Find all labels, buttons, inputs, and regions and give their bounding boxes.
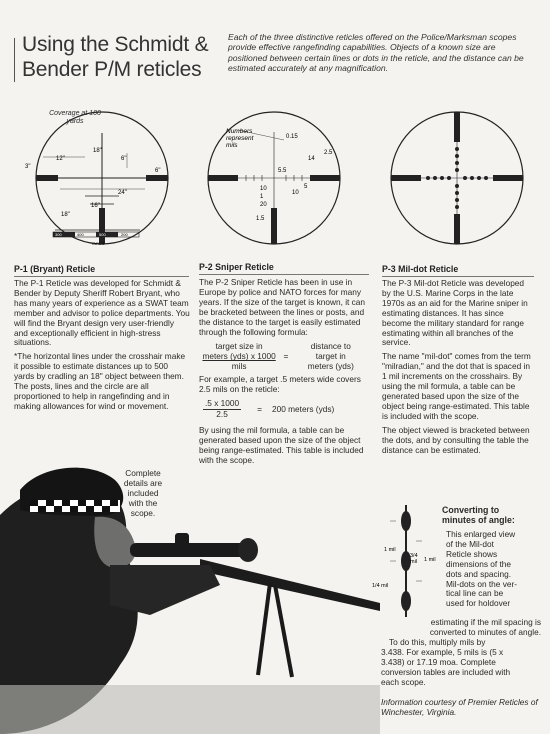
- p3-heading: P-3 Mil-dot Reticle: [382, 264, 459, 274]
- p1-heading: P-1 (Bryant) Reticle: [14, 264, 96, 274]
- conv-line-5: dots and spacing.: [446, 568, 512, 579]
- p1-para-1: The P-1 Reticle was developed for Schmidt & Bender by Deputy Sheriff Robert Bryant, who has many years of experience as a SWAT team member and advisor to police departments. You will find the Bryant design very user-friendly and exceptionally efficient in high-stress situations.: [14, 278, 190, 348]
- p2-para-1: The P-2 Sniper Reticle has been in use in Europe by police and NATO forces for many years. If the size of the target is known, it can be bracketed between the lines or posts, and the distance to the target is easily estimated through the following formula:: [199, 277, 366, 337]
- mil-5-5: 5.5: [278, 168, 287, 174]
- conv-line-10: converted to minutes of angle.: [429, 626, 541, 637]
- mil-formula: [199, 341, 369, 371]
- dim-6-b: 6": [155, 168, 161, 174]
- numbers-label-2: represent: [226, 135, 254, 142]
- example-eq: =: [257, 403, 262, 414]
- mildot-3-4: 3/4: [410, 553, 418, 559]
- mil-5: 5: [304, 184, 308, 190]
- p3-rule: [382, 276, 534, 277]
- mil-20: 20: [260, 202, 267, 208]
- yards-label: YARDS: [91, 241, 105, 246]
- p2-body: [199, 278, 369, 470]
- title-line-2: Bender P/M reticles: [22, 58, 202, 81]
- conv-line-2: of the Mil-dot: [446, 538, 494, 549]
- formula-r1: distance to: [310, 341, 351, 352]
- scale-300: 300: [55, 232, 62, 237]
- numbers-label-3: mils: [226, 142, 238, 149]
- conv-line-6: Mil-dots on the ver-: [446, 578, 518, 589]
- dim-16: 16": [91, 203, 100, 209]
- p2-para-2: For example, a target .5 meters wide covers 2.5 mils on the reticle:: [199, 374, 361, 395]
- mil-10-b: 10: [292, 190, 299, 196]
- mil-1-5: 1.5: [256, 216, 265, 222]
- conv-line-8: used for holdover: [446, 598, 511, 609]
- p1-reticle-diagram: [15, 108, 185, 258]
- marksman-photo: [0, 455, 380, 734]
- conv-line-12: 3.438. For example, 5 mils is (5 x: [381, 646, 504, 657]
- mildot-1mil: 1 mil: [384, 547, 396, 553]
- title-rule: [14, 38, 15, 82]
- p2-heading: P-2 Sniper Reticle: [199, 262, 274, 272]
- scale-200: 200: [121, 232, 128, 237]
- example-result: 200 meters (yds): [272, 403, 335, 414]
- converting-body-final: [381, 638, 541, 688]
- converting-heading-2: minutes of angle:: [442, 515, 515, 525]
- scale-500: 500: [99, 232, 106, 237]
- formula-r2: target in: [315, 351, 346, 362]
- example-denominator: 2.5: [216, 409, 228, 420]
- conv-line-7: tical line can be: [446, 588, 504, 599]
- example-numerator: .5 x 1000: [205, 398, 240, 409]
- coverage-label: Coverage at 100 yards: [49, 110, 101, 125]
- p2-rule: [199, 274, 369, 275]
- p1-details-4: with the: [128, 497, 158, 508]
- dim-24: 24": [118, 190, 127, 196]
- dim-18-top: 18": [93, 148, 102, 154]
- scale-400: 400: [77, 232, 84, 237]
- p3-reticle-diagram: [374, 108, 534, 258]
- mildot-1mil-b: 1 mil: [424, 557, 436, 563]
- conv-line-3: Reticle shows: [446, 548, 498, 559]
- converting-heading-1: Converting to: [442, 505, 500, 515]
- p3-para-2: The name "mil-dot" comes from the term "milradian," and the dot that is spaced in 1 mil increments on the crosshairs. By using the mil formula, a table can be generated based upon the size of the object being range-estimated. This table is included with the scope.: [382, 351, 531, 421]
- dim-12: 12": [56, 156, 65, 162]
- p1-details-5: scope.: [130, 507, 156, 518]
- page-title: [22, 32, 208, 82]
- p1-details-1: Complete: [125, 468, 161, 478]
- dim-6-a: 6": [121, 156, 127, 162]
- p1-details-2: details are: [123, 477, 163, 488]
- p1-rule: [14, 276, 189, 277]
- mildot-1-4: 1/4 mil: [372, 583, 389, 589]
- example-formula: [203, 399, 369, 420]
- formula-l2: meters (yds) x 1000: [202, 351, 276, 362]
- conv-line-1: This enlarged view: [446, 529, 516, 539]
- p3-body: [382, 279, 534, 459]
- mildot-mil: mil: [410, 559, 418, 565]
- conv-line-13: 3.438) or 17.19 moa. Complete: [381, 656, 496, 667]
- conv-line-9: estimating if the mil spacing is: [430, 617, 541, 627]
- dim-3: 3": [25, 164, 31, 170]
- intro-text: Each of the three distinctive reticles offered on the Police/Marksman scopes provide effective rangefinding capabilities. Objects of a known size are positioned between certain lines or dots in the reticle, and the distance can be estimated accurately at any magnification.: [228, 32, 524, 74]
- p1-para-2: *The horizontal lines under the crosshair make it possible to estimate distances up to 500 yards by cradling an 18" object between them. The posts, lines and the circle are all proportioned to help in rangefinding and in making allowances for wind or movement.: [14, 351, 186, 411]
- converting-body-right: [446, 530, 546, 609]
- formula-r3: meters (yds): [307, 361, 354, 372]
- formula-eq: =: [283, 351, 289, 362]
- p3-para-3: The object viewed is bracketed between the dots, and by consulting the table the distance can be estimated.: [382, 424, 530, 455]
- p1-body: [14, 279, 190, 416]
- p3-para-1: The P-3 Mil-dot Reticle was developed by the U.S. Marine Corps in the late 1970s as an aid for the Marine sniper in estimating distances. It has since become the military standard for range estimating within all branches of the service.: [382, 278, 528, 348]
- converting-heading: [442, 505, 515, 525]
- p2-para-3: By using the mil formula, a table can be generated based upon the size of the object being range-estimated. This table is included with the scope.: [199, 425, 364, 465]
- title-line-1: Using the Schmidt &: [22, 33, 209, 56]
- conv-line-4: dimensions of the: [446, 558, 512, 569]
- mildot-enlarged-diagram: [370, 505, 442, 617]
- mil-1: 1: [260, 194, 264, 200]
- p1-details-3: included: [127, 487, 159, 498]
- formula-l3: mils: [231, 361, 247, 372]
- conv-line-14: conversion tables are included with: [381, 666, 511, 677]
- mil-0-15: 0.15: [286, 134, 298, 140]
- formula-l1: target size in: [215, 341, 263, 352]
- dim-18-bottom: 18": [61, 212, 70, 218]
- conv-line-15: each scope.: [381, 676, 426, 687]
- numbers-label-1: Numbers: [226, 128, 253, 135]
- mil-10-a: 10: [260, 186, 267, 192]
- credit-note: Information courtesy of Premier Reticles of Winchester, Virginia.: [381, 697, 538, 717]
- mil-2-5: 2.5: [324, 150, 333, 156]
- converting-body-bottom: [381, 618, 541, 638]
- p2-reticle-diagram: [198, 108, 358, 258]
- conv-line-11: To do this, multiply mils by: [389, 637, 486, 647]
- mil-14: 14: [308, 156, 315, 162]
